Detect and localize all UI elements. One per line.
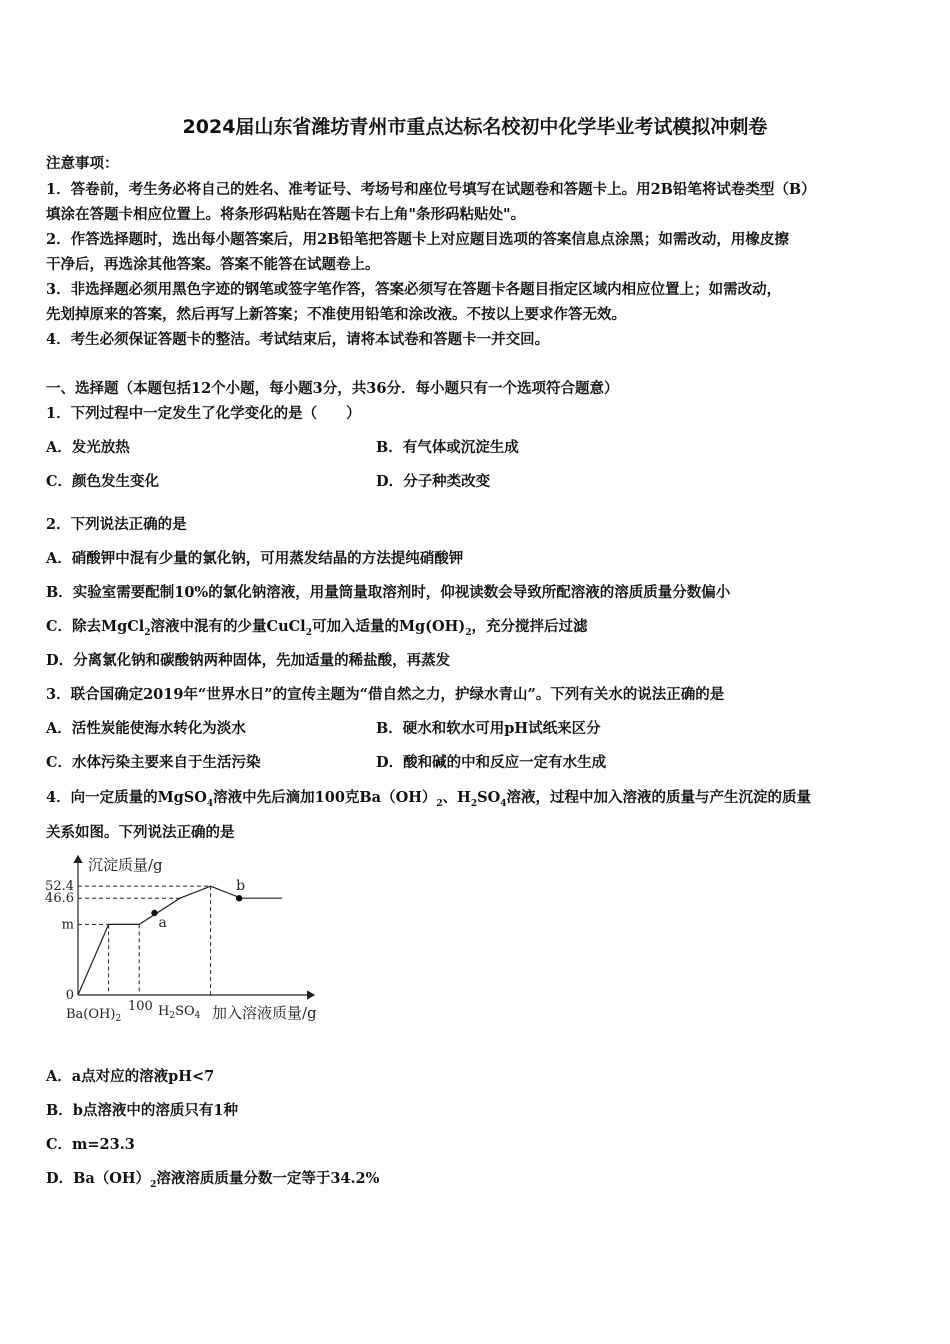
q1-option-d: D．分子种类改变 (376, 473, 491, 490)
q4-option-a: A．a点对应的溶液pH<7 (46, 1068, 215, 1085)
q2-stem: 2．下列说法正确的是 (46, 516, 187, 533)
x-label-100: 100 (128, 999, 153, 1014)
point-a (151, 910, 157, 916)
q2-option-a: A．硝酸钾中混有少量的氯化钠，可用蒸发结晶的方法提纯硝酸钾 (46, 550, 464, 567)
notice-line: 3．非选择题必须用黑色字迹的钢笔或签字笔作答，答案必须写在答题卡各题目指定区域内相应位置上；如需改动， (46, 281, 782, 298)
guide-lines (78, 886, 211, 995)
q2-option-d: D．分离氯化钠和碳酸钠两种固体，先加适量的稀盐酸，再蒸发 (46, 652, 451, 669)
q3-option-c: C．水体污染主要来自于生活污染 (46, 754, 261, 771)
q2-option-b: B．实验室需要配制10%的氯化钠溶液，用量筒量取溶剂时，仰视读数会导致所配溶液的溶质质量分数偏小 (46, 584, 731, 601)
q3-option-b: B．硬水和软水可用pH试纸来区分 (376, 720, 601, 737)
notice-line: 1．答卷前，考生务必将自己的姓名、准考证号、考场号和座位号填写在试题卷和答题卡上。用2B铅笔将试卷类型（B） (46, 181, 816, 198)
q3-stem: 3．联合国确定2019年“世界水日”的宣传主题为“借自然之力，护绿水青山”。下列有关水的说法正确的是 (46, 686, 725, 703)
q4-option-c: C．m=23.3 (46, 1136, 135, 1153)
precipitate-chart (45, 850, 352, 1030)
y-tick-label: 52.4 (45, 879, 74, 895)
notice-line: 4．考生必须保证答题卡的整洁。考试结束后，请将本试卷和答题卡一并交回。 (46, 331, 550, 348)
page-title: 2024届山东省潍坊青州市重点达标名校初中化学毕业考试模拟冲刺卷 (182, 116, 768, 138)
notice-line: 干净后，再选涂其他答案。答案不能答在试题卷上。 (46, 256, 380, 273)
point-b (236, 895, 242, 901)
x-label-baoh2: $Ba(OH)_2$ (66, 1007, 122, 1024)
notice-line: 2．作答选择题时，选出每小题答案后，用2B铅笔把答题卡上对应题目选项的答案信息点涂黑；如需改动，用橡皮擦 (46, 231, 789, 248)
q4-option-d: D．$Ba(OH)_2$溶液溶质质量分数一定等于34.2% (46, 1170, 380, 1190)
y-tick-label: 46.6 (45, 891, 74, 907)
x-axis-label: 加入溶液质量/g (212, 1004, 317, 1022)
notice-line: 填涂在答题卡相应位置上。将条形码粘贴在答题卡右上角"条形码粘贴处"。 (46, 206, 526, 223)
section-heading: 一、选择题（本题包括12个小题，每小题3分，共36分．每小题只有一个选项符合题意） (46, 380, 619, 397)
q1-option-b: B．有气体或沉淀生成 (376, 439, 519, 456)
q2-option-c: C．除去MgCl$_2$溶液中混有的少量CuCl$_2$可加入适量的$Mg(OH)_2$，充分搅拌后过滤 (46, 618, 588, 638)
y-tick-label: m (61, 917, 74, 933)
notice-line: 先划掉原来的答案，然后再写上新答案；不准使用铅笔和涂改液。不按以上要求作答无效。 (46, 306, 626, 323)
y-axis-label: 沉淀质量/g (88, 856, 163, 874)
q4-option-b: B．b点溶液中的溶质只有1种 (46, 1102, 238, 1119)
point-label-b: b (236, 878, 246, 895)
notice-heading: 注意事项： (46, 155, 119, 172)
point-label-a: a (158, 914, 167, 931)
x-label-h2so4: $H_2SO_4$ (158, 1004, 201, 1021)
q3-option-a: A．活性炭能使海水转化为淡水 (46, 720, 246, 737)
y-tick-group (45, 879, 74, 1003)
q4-stem-line2: 关系如图。下列说法正确的是 (46, 824, 235, 841)
q1-option-c: C．颜色发生变化 (46, 473, 160, 490)
q1-option-a: A．发光放热 (46, 439, 130, 456)
y-tick-label: 0 (65, 988, 74, 1003)
q1-stem: 1．下列过程中一定发生了化学变化的是（ ） (46, 405, 361, 422)
q4-stem: 4．向一定质量的MgSO$_4$溶液中先后滴加100克$Ba(OH)_2$、$H_2SO_4$溶液，过程中加入溶液的质量与产生沉淀的质量 (46, 789, 812, 809)
q3-option-d: D．酸和碱的中和反应一定有水生成 (376, 754, 607, 771)
